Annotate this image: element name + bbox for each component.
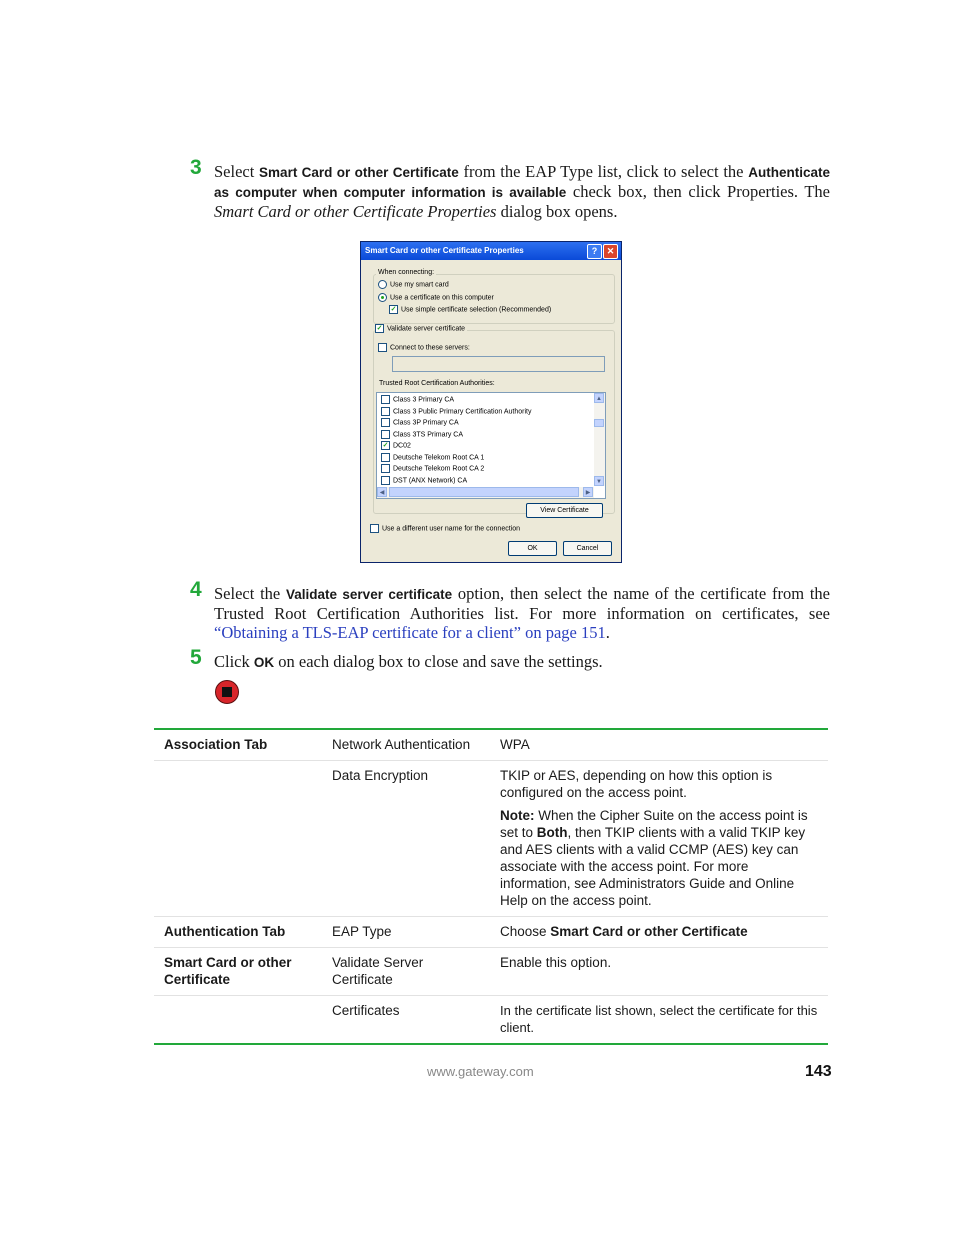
scroll-left-icon[interactable]: ◀	[377, 487, 387, 497]
table-cell: Enable this option.	[490, 948, 828, 996]
table-row	[154, 948, 828, 996]
table-row	[154, 761, 828, 917]
horizontal-scrollbar[interactable]	[377, 487, 594, 498]
checkbox-icon[interactable]	[381, 476, 390, 485]
certificate-properties-dialog	[360, 241, 622, 563]
vertical-scrollbar[interactable]	[594, 393, 605, 486]
dialog-title: Smart Card or other Certificate Properties	[365, 246, 524, 255]
checkbox-icon[interactable]	[381, 430, 390, 439]
scroll-thumb[interactable]	[389, 487, 579, 497]
step-text: Select the Validate server certificate option, then select the name of the certificate from the Trusted Root Certification Authorities list. For more information on certificates, see “Obtaining a TLS-EAP certificate for a client” on page 151.	[214, 584, 830, 642]
help-icon[interactable]: ?	[587, 244, 602, 259]
list-item[interactable]: Deutsche Telekom Root CA 1	[381, 453, 484, 462]
checkbox-checked-icon[interactable]: ✓	[376, 325, 383, 332]
table-cell: EAP Type	[322, 917, 490, 948]
step-number: 5	[190, 646, 202, 669]
authorities-list[interactable]	[376, 392, 606, 499]
step-text: Click OK on each dialog box to close and save the settings.	[214, 652, 603, 671]
check-validate-server[interactable]: ✓ Validate server certificate	[376, 325, 466, 333]
checkbox-icon[interactable]	[381, 407, 390, 416]
view-certificate-button[interactable]: View Certificate	[526, 503, 603, 518]
table-cell: In the certificate list shown, select the certificate for this client.	[490, 996, 828, 1045]
page-number: 143	[805, 1063, 832, 1080]
checkbox-icon[interactable]	[381, 395, 390, 404]
table-cell: Smart Card or other Certificate	[154, 948, 322, 996]
check-simple-selection[interactable]: ✓ Use simple certificate selection (Recommended)	[390, 306, 552, 314]
list-item[interactable]: ✓ DC02	[382, 442, 411, 450]
table-row	[154, 729, 828, 761]
table-cell: Association Tab	[164, 737, 268, 752]
table-cell: Network Authentication	[332, 737, 471, 752]
table-cell: WPA	[500, 737, 530, 752]
list-item[interactable]: Class 3P Primary CA	[381, 418, 459, 427]
trusted-root-label: Trusted Root Certification Authorities:	[379, 380, 495, 387]
table-row	[154, 996, 828, 1045]
checkbox-icon[interactable]	[381, 464, 390, 473]
checkbox-icon[interactable]	[370, 524, 379, 533]
radio-icon[interactable]	[378, 280, 387, 289]
list-item[interactable]: Class 3 Public Primary Certification Authority	[381, 407, 532, 416]
table-cell: Choose Smart Card or other Certificate	[490, 917, 828, 948]
close-icon[interactable]: ✕	[603, 244, 618, 259]
settings-table	[154, 728, 828, 1045]
dialog-titlebar	[361, 242, 621, 260]
list-item[interactable]: Class 3 Primary CA	[381, 395, 454, 404]
step-4	[190, 578, 830, 642]
table-cell: Data Encryption	[322, 761, 490, 917]
table-cell	[154, 996, 322, 1045]
cross-reference-link[interactable]: “Obtaining a TLS-EAP certificate for a client” on page 151	[214, 623, 606, 642]
radio-icon[interactable]	[378, 293, 387, 302]
servers-input[interactable]	[392, 356, 605, 372]
scroll-down-icon[interactable]: ▼	[594, 476, 604, 486]
scroll-right-icon[interactable]: ▶	[583, 487, 593, 497]
checkbox-checked-icon[interactable]: ✓	[382, 442, 389, 449]
step-text: Select Smart Card or other Certificate from the EAP Type list, click to select the Authenticate as computer when computer information is available check box, then click Properties. The Smart Card or other Certificate Properties dialog box opens.	[214, 162, 830, 221]
step-3	[190, 156, 830, 221]
radio-use-smart-card[interactable]: Use my smart card	[378, 280, 449, 289]
scroll-thumb[interactable]	[594, 419, 604, 427]
checkbox-icon[interactable]	[381, 418, 390, 427]
checkbox-icon[interactable]	[378, 343, 387, 352]
scroll-up-icon[interactable]: ▲	[594, 393, 604, 403]
ok-button[interactable]: OK	[508, 541, 557, 556]
cell-text: TKIP or AES, depending on how this option is configured on the access point.	[500, 768, 773, 800]
step-5	[190, 646, 830, 672]
checkbox-icon[interactable]	[381, 453, 390, 462]
check-connect-servers[interactable]: Connect to these servers:	[378, 343, 470, 352]
list-item[interactable]: Deutsche Telekom Root CA 2	[381, 464, 484, 473]
list-item[interactable]: Class 3TS Primary CA	[381, 430, 463, 439]
check-different-user[interactable]: Use a different user name for the connection	[370, 524, 520, 533]
cancel-button[interactable]: Cancel	[563, 541, 612, 556]
radio-use-certificate[interactable]: Use a certificate on this computer	[378, 293, 494, 302]
checkbox-checked-icon[interactable]: ✓	[390, 306, 397, 313]
when-connecting-label: When connecting:	[378, 269, 435, 276]
table-cell: Validate Server Certificate	[322, 948, 490, 996]
list-item[interactable]: DST (ANX Network) CA	[381, 476, 467, 485]
step-number: 3	[190, 156, 202, 179]
footer-url: www.gateway.com	[427, 1064, 534, 1079]
table-cell	[490, 761, 828, 917]
table-cell: Authentication Tab	[154, 917, 322, 948]
stop-icon	[215, 680, 239, 704]
table-cell	[154, 761, 322, 917]
table-cell: Certificates	[322, 996, 490, 1045]
table-row	[154, 917, 828, 948]
step-number: 4	[190, 578, 202, 601]
note-text: Note: When the Cipher Suite on the access point is set to Both, then TKIP clients with a valid TKIP key and AES clients with a valid CCMP (AES) key can associate with the access point. For more information, see Administrators Guide and Online Help on the access point.	[500, 808, 808, 908]
